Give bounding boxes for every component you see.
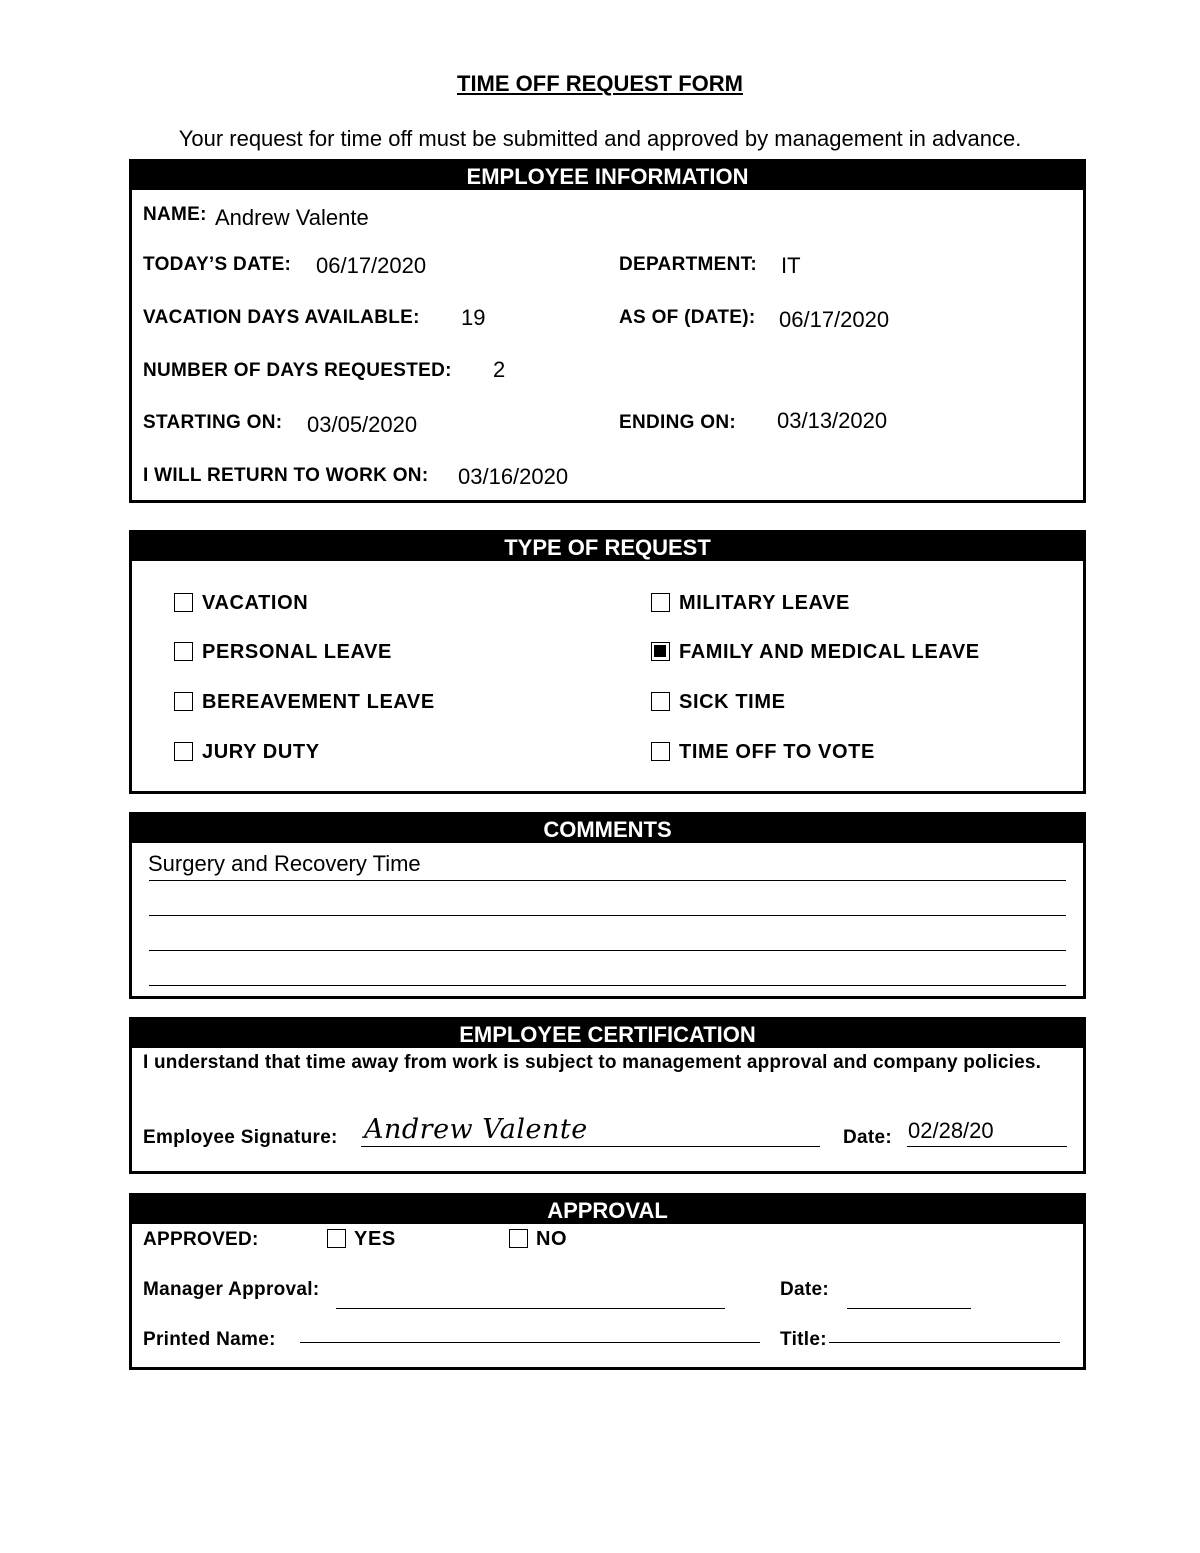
sick-time-checkbox[interactable] — [651, 692, 670, 711]
vacation-days-label: VACATION DAYS AVAILABLE: — [143, 307, 420, 328]
vacation-label: VACATION — [202, 592, 309, 614]
bereavement-leave-checkbox[interactable] — [174, 692, 193, 711]
type-of-request-section — [129, 530, 1086, 794]
days-requested-field[interactable]: 2 — [493, 357, 506, 382]
approved-yes-label: YES — [354, 1228, 396, 1250]
printed-name-label: Printed Name: — [143, 1329, 276, 1350]
approval-section — [129, 1193, 1086, 1370]
starting-on-label: STARTING ON: — [143, 412, 283, 433]
approval-date-label: Date: — [780, 1279, 830, 1300]
time-off-to-vote-label: TIME OFF TO VOTE — [679, 741, 875, 763]
manager-approval-label: Manager Approval: — [143, 1279, 320, 1300]
comments-field[interactable]: Surgery and Recovery Time — [148, 851, 421, 876]
certification-date-label: Date: — [843, 1127, 893, 1148]
title-label: Title: — [780, 1329, 827, 1350]
approved-no-checkbox[interactable] — [509, 1229, 528, 1248]
as-of-date-field[interactable]: 06/17/2020 — [779, 307, 890, 332]
family-medical-leave-label: FAMILY AND MEDICAL LEAVE — [679, 641, 980, 663]
vacation-days-field[interactable]: 19 — [461, 305, 486, 330]
bereavement-leave-label: BEREAVEMENT LEAVE — [202, 691, 435, 713]
approved-no-label: NO — [536, 1228, 568, 1250]
personal-leave-checkbox[interactable] — [174, 642, 193, 661]
employee-certification-section — [129, 1017, 1086, 1174]
comment-line[interactable] — [149, 880, 1066, 881]
printed-name-line[interactable] — [300, 1342, 760, 1343]
form-title: TIME OFF REQUEST FORM — [457, 71, 743, 96]
certification-date-field[interactable]: 02/28/20 — [908, 1118, 994, 1143]
manager-approval-line[interactable] — [336, 1308, 725, 1309]
todays-date-label: TODAY’S DATE: — [143, 254, 292, 275]
ending-on-field[interactable]: 03/13/2020 — [777, 408, 888, 433]
comment-line[interactable] — [149, 950, 1066, 951]
ending-on-label: ENDING ON: — [619, 412, 736, 433]
as-of-date-label: AS OF (DATE): — [619, 307, 756, 328]
personal-leave-label: PERSONAL LEAVE — [202, 641, 392, 663]
time-off-to-vote-checkbox[interactable] — [651, 742, 670, 761]
vacation-checkbox[interactable] — [174, 593, 193, 612]
starting-on-field[interactable]: 03/05/2020 — [307, 412, 418, 437]
return-to-work-label: I WILL RETURN TO WORK ON: — [143, 465, 429, 486]
name-label: NAME: — [143, 204, 207, 225]
comments-section — [129, 812, 1086, 999]
todays-date-field[interactable]: 06/17/2020 — [316, 253, 427, 278]
military-leave-label: MILITARY LEAVE — [679, 592, 850, 614]
employee-signature[interactable]: Andrew Valente — [364, 1114, 588, 1145]
days-requested-label: NUMBER OF DAYS REQUESTED: — [143, 360, 452, 381]
comments-header: COMMENTS — [132, 815, 1083, 843]
approval-date-line[interactable] — [847, 1308, 971, 1309]
certification-statement: I understand that time away from work is subject to management approval and company policies. — [143, 1052, 1042, 1073]
employee-signature-label: Employee Signature: — [143, 1127, 338, 1148]
certification-date-line — [907, 1146, 1067, 1147]
title-line[interactable] — [829, 1342, 1060, 1343]
name-field[interactable]: Andrew Valente — [215, 205, 369, 230]
sick-time-label: SICK TIME — [679, 691, 786, 713]
comment-line[interactable] — [149, 985, 1066, 986]
form-intro: Your request for time off must be submitted and approved by management in advance. — [178, 126, 1022, 151]
employee-information-section — [129, 159, 1086, 503]
employee-certification-header: EMPLOYEE CERTIFICATION — [132, 1020, 1083, 1048]
department-field[interactable]: IT — [781, 253, 801, 278]
return-to-work-field[interactable]: 03/16/2020 — [458, 464, 569, 489]
type-of-request-header: TYPE OF REQUEST — [132, 533, 1083, 561]
signature-line — [361, 1146, 820, 1147]
department-label: DEPARTMENT: — [619, 254, 758, 275]
military-leave-checkbox[interactable] — [651, 593, 670, 612]
jury-duty-checkbox[interactable] — [174, 742, 193, 761]
approved-yes-checkbox[interactable] — [327, 1229, 346, 1248]
comment-line[interactable] — [149, 915, 1066, 916]
approval-header: APPROVAL — [132, 1196, 1083, 1224]
employee-information-header: EMPLOYEE INFORMATION — [132, 162, 1083, 190]
jury-duty-label: JURY DUTY — [202, 741, 320, 763]
approved-label: APPROVED: — [143, 1229, 259, 1250]
family-medical-leave-checkbox[interactable] — [651, 642, 670, 661]
